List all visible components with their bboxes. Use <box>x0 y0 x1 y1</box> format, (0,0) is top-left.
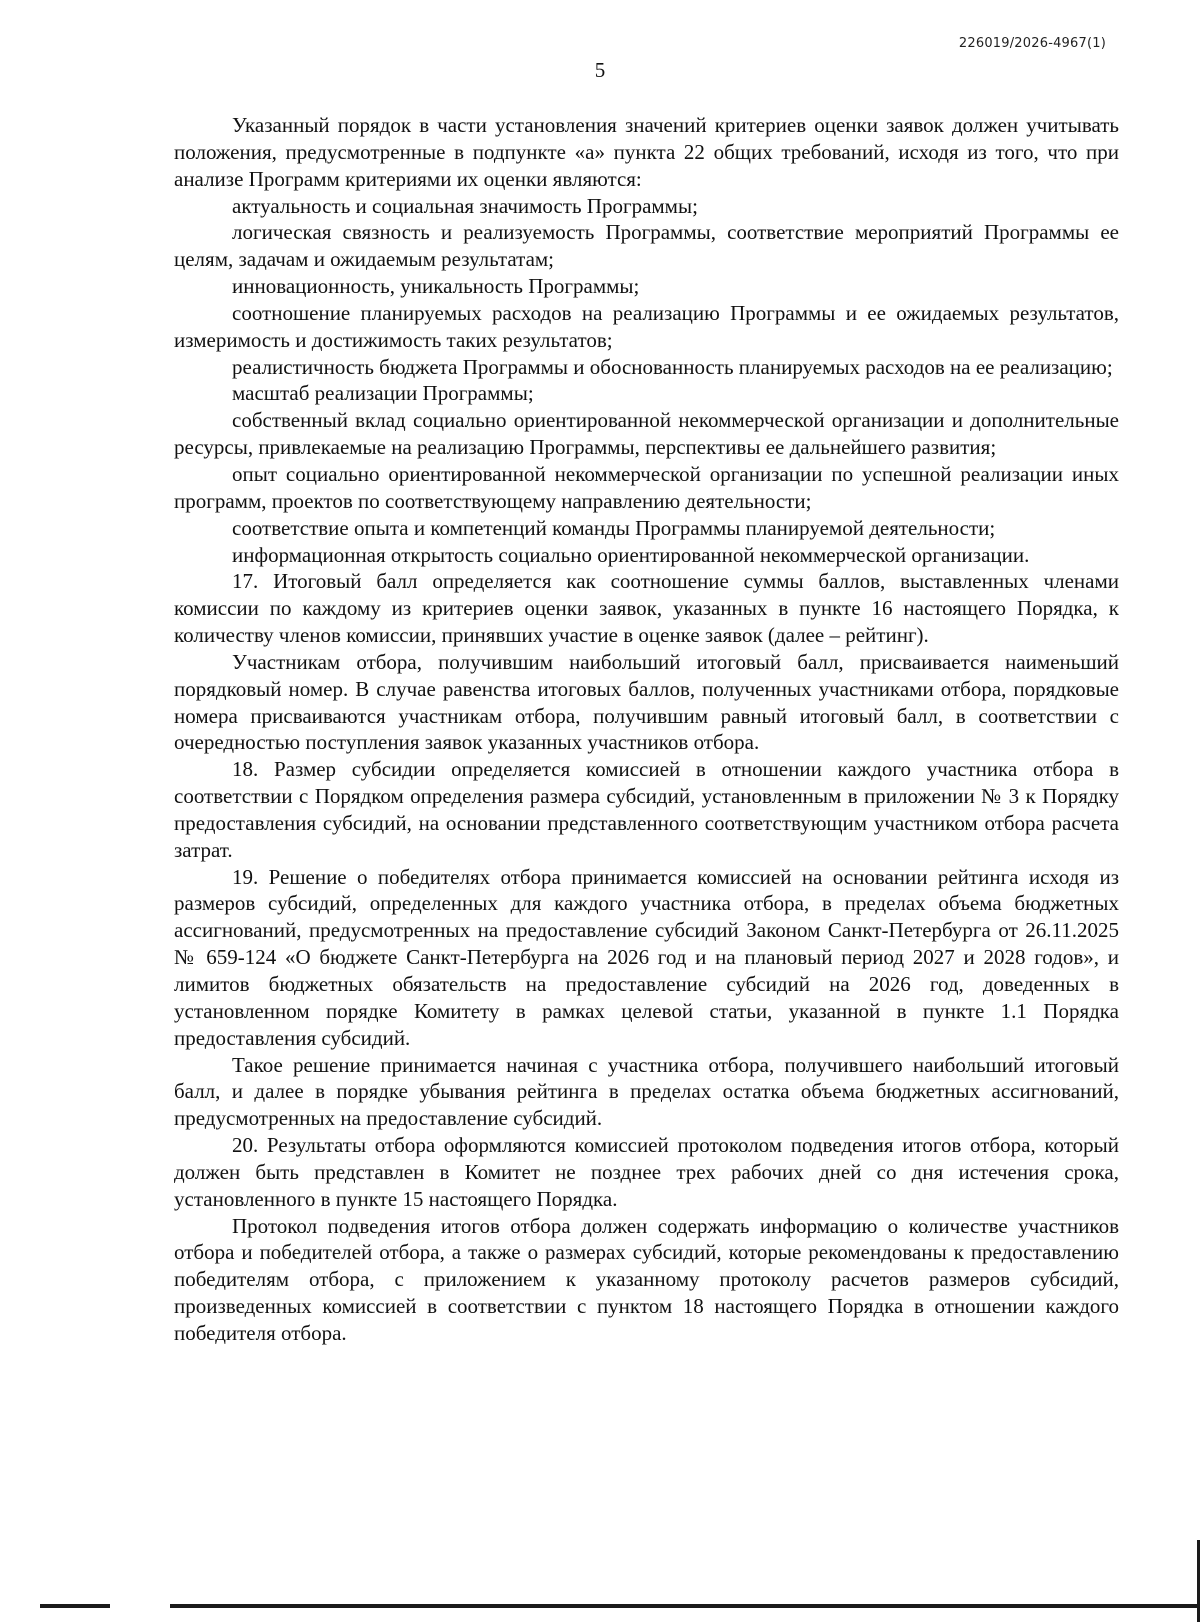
scan-edge-line-left <box>40 1604 110 1608</box>
paragraph-criterion-cost-ratio: соотношение планируемых расходов на реализацию Программы и ее ожидаемых результатов, измеримость и достижимость таких результатов; <box>174 300 1119 352</box>
paragraph-20-protocol: Протокол подведения итогов отбора должен содержать информацию о количестве участников отбора и победителей отбора, а также о размерах субсидий, которые рекомендованы к предоставлению победителям отбора, с приложением к указанному протоколу расчетов размеров субсидий, произведенных комиссией в соответствии с пунктом 18 настоящего Порядка в отношении каждого победителя отбора. <box>174 1213 1119 1345</box>
paragraph-criteria-intro: Указанный порядок в части установления значений критериев оценки заявок должен учитывать положения, предусмотренные в подпункте «а» пункта 22 общих требований, исходя из того, что при анализе Программ критериями их оценки являются: <box>174 113 1119 191</box>
paragraph-19: 19. Решение о победителях отбора принимается комиссией на основании рейтинга исходя из размеров субсидий, определенных для каждого участника отбора, в пределах объема бюджетных ассигнований, предусмотренных на предоставление субсидий Законом Санкт-Петербурга от 26.11.2025 № 659-124 «О бюджете Санкт-Петербурга на 2026 год и на плановый период 2027 и 2028 годов», и лимитов бюджетных обязательств на предоставление субсидий на 2026 год, доведенных в установленном порядке Комитету в рамках целевой статьи, указанной в пункте 1.1 Порядка предоставления субсидий. <box>174 864 1119 1050</box>
paragraph-17-ranking: Участникам отбора, получившим наибольший итоговый балл, присваивается наименьший порядковый номер. В случае равенства итоговых баллов, полученных участниками отбора, порядковые номера присваиваются участникам отбора, получившим равный итоговый балл, в соответствии с очередностью поступления заявок указанных участников отбора. <box>174 649 1119 755</box>
page-number: 5 <box>594 58 606 82</box>
scan-edge-line <box>170 1604 1200 1608</box>
paragraph-17: 17. Итоговый балл определяется как соотношение суммы баллов, выставленных членами комиссии по каждому из критериев оценки заявок, указанных в пункте 16 настоящего Порядка, к количеству членов комиссии, принявших участие в оценке заявок (далее – рейтинг). <box>174 569 1119 648</box>
paragraph-criterion-team: соответствие опыта и компетенций команды Программы планируемой деятельности; <box>232 515 996 540</box>
paragraph-criterion-relevance: актуальность и социальная значимость Программы; <box>232 193 698 218</box>
paragraph-criterion-coherence: логическая связность и реализуемость Программы, соответствие мероприятий Программы ее целям, задачам и ожидаемым результатам; <box>174 220 1119 272</box>
paragraph-18: 18. Размер субсидии определяется комиссией в отношении каждого участника отбора в соответствии с Порядком определения размера субсидий, установленным в приложении № 3 к Порядку предоставления субсидий, на основании представленного соответствующим участником отбора расчета затрат. <box>174 757 1119 862</box>
paragraph-criterion-scale: масштаб реализации Программы; <box>232 381 534 406</box>
paragraph-criterion-experience: опыт социально ориентированной некоммерческой организации по успешной реализации иных программ, проектов по соответствующему направлению деятельности; <box>174 461 1119 513</box>
paragraph-criterion-openness: информационная открытость социально ориентированной некоммерческой организации. <box>232 542 1030 567</box>
paragraph-criterion-innovation: инновационность, уникальность Программы; <box>232 274 640 299</box>
paragraph-criterion-own-contribution: собственный вклад социально ориентированной некоммерческой организации и дополнительные ресурсы, привлекаемые на реализацию Программы, перспективы ее дальнейшего развития; <box>174 408 1119 460</box>
paragraph-20: 20. Результаты отбора оформляются комиссией протоколом подведения итогов отбора, который должен быть представлен в Комитет не позднее трех рабочих дней со дня истечения срока, установленного в пункте 15 настоящего Порядка. <box>174 1133 1119 1211</box>
document-body <box>174 112 1119 1347</box>
paragraph-criterion-budget: реалистичность бюджета Программы и обоснованность планируемых расходов на ее реализацию; <box>232 354 1113 379</box>
document-id: 226019/2026-4967(1) <box>958 36 1106 51</box>
paragraph-19-decision: Такое решение принимается начиная с участника отбора, получившего наибольший итоговый балл, и далее в порядке убывания рейтинга в пределах остатка объема бюджетных ассигнований, предусмотренных на предоставление субсидий. <box>174 1052 1119 1131</box>
